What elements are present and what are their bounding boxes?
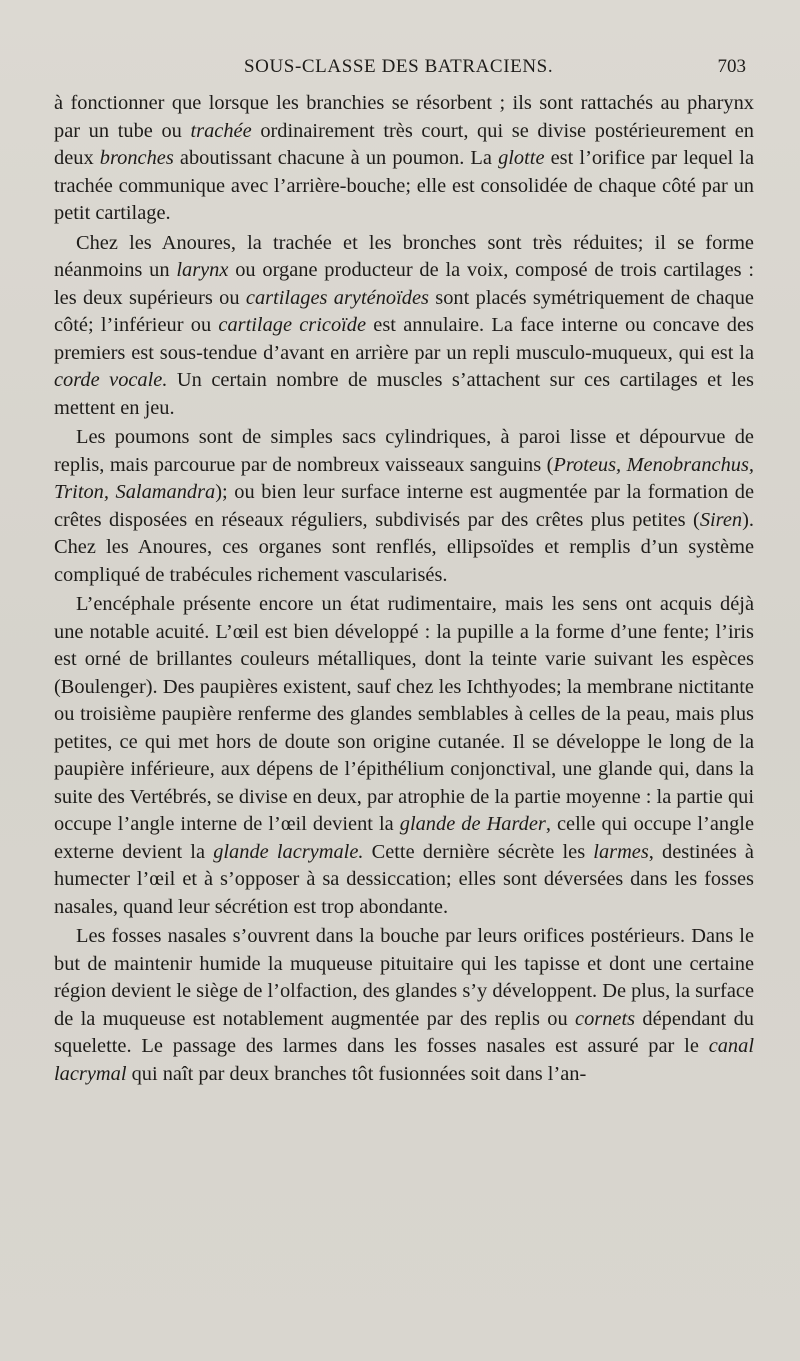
italic-term: Proteus, Menobranchus, Triton, Salamandra [54, 453, 754, 503]
italic-term: corde vocale. [54, 369, 168, 391]
italic-term: larmes [593, 840, 649, 863]
text-run: dépendant du squelette. Le passage des larmes dans les fosses nasales est assuré par le [54, 1007, 754, 1057]
text-run: sont placés symétriquement de chaque côté; l’inférieur ou [54, 286, 754, 336]
paragraph [54, 923, 754, 1088]
italic-term: trachée [190, 119, 252, 142]
text-run: Les fosses nasales s’ouvrent dans la bouche par leurs orifices postérieurs. Dans le but de maintenir humide la muqueuse pituitaire qui les tapisse et dont une certaine région devient le siège de l’olfaction, des glandes s’y développent. De plus, la surface de la muqueuse est notablement augmentée par des replis ou [54, 925, 754, 1030]
paragraph [54, 90, 754, 228]
text-run: , celle qui occupe l’angle externe devient la [54, 813, 755, 863]
paragraph [54, 230, 754, 423]
text-run: qui naît par deux branches tôt fusionnées soit dans l’an- [126, 1062, 587, 1085]
page-number: 703 [717, 56, 746, 77]
text-run: à fonctionner que lorsque les branchies se résorbent ; ils sont rattachés au pharynx par un tube ou [54, 92, 754, 142]
italic-term: cartilage cricoïde [218, 314, 367, 336]
italic-term: glande de Harder [399, 813, 546, 835]
body-text [54, 90, 754, 1088]
running-title: SOUS-CLASSE DES BATRACIENS. [244, 56, 554, 77]
text-run: est l’orifice par lequel la trachée communique avec l’arrière-bouche; elle est consolidée de chaque côté par un petit cartilage. [54, 147, 755, 224]
text-run: Les poumons sont de simples sacs cylindriques, à paroi lisse et dépourvue de replis, mais parcourue par de nombreux vaisseaux sanguins ( [54, 426, 754, 476]
text-run: ). Chez les Anoures, ces organes sont renflés, ellipsoïdes et remplis d’un système compliqué de trabécules richement vascularisés. [54, 508, 754, 586]
text-run: ); ou bien leur surface interne est augmentée par la formation de crêtes disposées en réseaux réguliers, subdivisés par des crêtes plus petites ( [54, 481, 754, 531]
text-run: Chez les Anoures, la trachée et les bronches sont très réduites; il se forme néanmoins un [54, 231, 754, 281]
text-run: Un certain nombre de muscles s’attachent sur ces cartilages et les mettent en jeu. [54, 369, 754, 419]
text-run: aboutissant chacune à un poumon. La [173, 147, 499, 169]
text-run: Cette dernière sécrète les [363, 840, 594, 863]
italic-term: Siren [699, 508, 743, 531]
paragraph [54, 591, 754, 921]
page-header [0, 56, 800, 86]
italic-term: bronches [99, 147, 174, 169]
text-run: , destinées à humecter l’œil et à s’opposer à sa dessiccation; elles sont déversées dans les fosses nasales, quand leur sécrétion est trop abondante. [54, 840, 754, 918]
italic-term: canal lacrymal [54, 1035, 754, 1085]
italic-term: larynx [176, 259, 229, 281]
paragraph [54, 424, 754, 589]
italic-term: cartilages aryténoïdes [245, 286, 429, 309]
text-run: L’encéphale présente encore un état rudimentaire, mais les sens ont acquis déjà une notable acuité. L’œil est bien développé : la pupille a la forme d’une fente; l’iris est orné de brillantes couleurs métalliques, dont la teinte varie suivant les espèces (Boulenger). Des paupières existent, sauf chez les Ichthyodes; la membrane nictitante ou troisième paupière renferme des glandes semblables à celles de la peau, mais plus petites, ce qui met hors de doute son origine cutanée. Il se développe le long de la paupière inférieure, aux dépens de l’épithélium conjonctival, une glande qui, dans la suite des Vertébrés, se divise en deux, par atrophie de la partie moyenne : la partie qui occupe l’angle interne de l’œil devient la [54, 593, 754, 835]
text-run: ordinairement très court, qui se divise postérieurement en deux [54, 119, 754, 169]
italic-term: glotte [498, 147, 545, 169]
text-run: est annulaire. La face interne ou concave des premiers est sous-tendue d’avant en arrière par un repli musculo-muqueux, qui est la [54, 314, 754, 364]
italic-term: cornets [575, 1007, 636, 1030]
text-run: ou organe producteur de la voix, composé de trois cartilages : les deux supérieurs ou [54, 259, 755, 309]
italic-term: glande lacrymale. [213, 840, 364, 863]
